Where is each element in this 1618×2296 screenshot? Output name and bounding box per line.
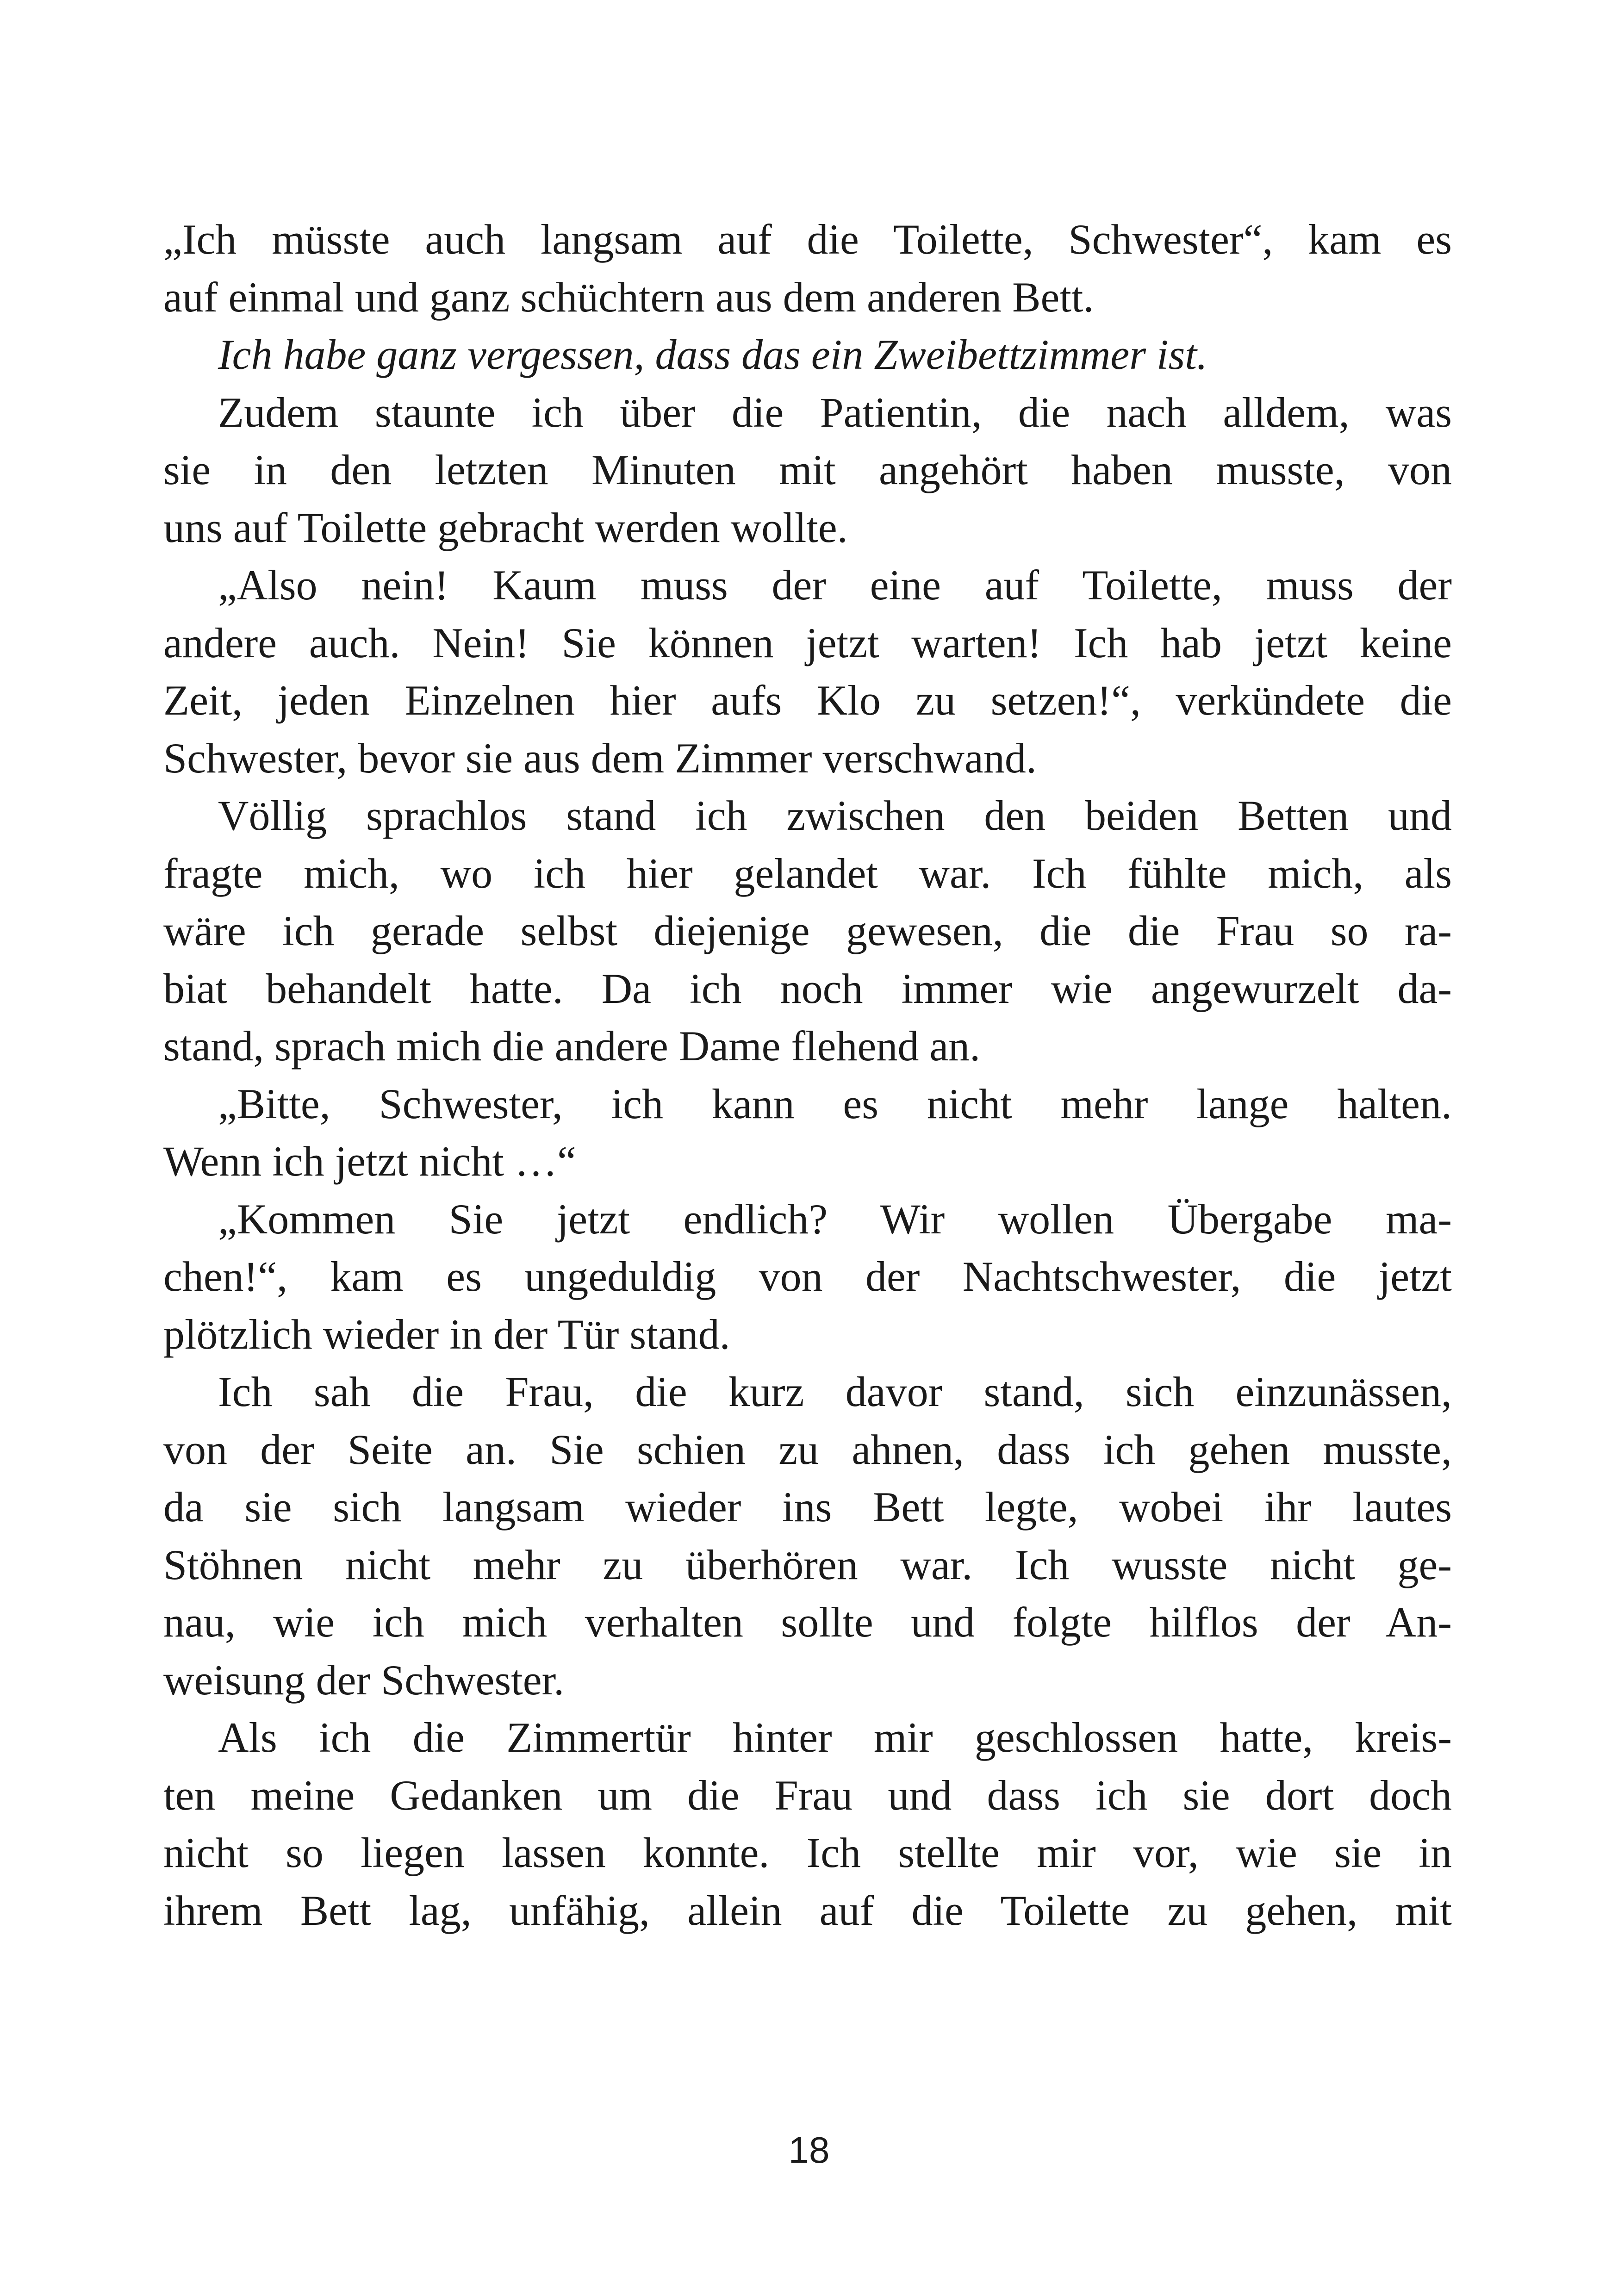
text-line: Schwester, bevor sie aus dem Zimmer verschwand. bbox=[163, 734, 1037, 782]
text-line: da sie sich langsam wieder ins Bett legte, wobei ihr lautes bbox=[163, 1483, 1452, 1531]
text-line: Zeit, jeden Einzelnen hier aufs Klo zu setzen!“, verkündete die bbox=[163, 677, 1452, 724]
text-line: Ich sah die Frau, die kurz davor stand, sich einzunässen, bbox=[218, 1368, 1452, 1415]
text-line: ten meine Gedanken um die Frau und dass ich sie dort doch bbox=[163, 1771, 1452, 1819]
text-line: plötzlich wieder in der Tür stand. bbox=[163, 1310, 730, 1358]
body-text bbox=[163, 211, 1452, 1939]
text-line: fragte mich, wo ich hier gelandet war. Ich fühlte mich, als bbox=[163, 849, 1452, 897]
text-line: uns auf Toilette gebracht werden wollte. bbox=[163, 504, 848, 551]
text-line: Völlig sprachlos stand ich zwischen den beiden Betten und bbox=[218, 792, 1452, 839]
text-line: andere auch. Nein! Sie können jetzt warten! Ich hab jetzt keine bbox=[163, 619, 1452, 666]
text-line: von der Seite an. Sie schien zu ahnen, dass ich gehen musste, bbox=[163, 1425, 1452, 1473]
text-line: weisung der Schwester. bbox=[163, 1656, 565, 1704]
text-line: Wenn ich jetzt nicht …“ bbox=[163, 1138, 576, 1185]
text-line: „Kommen Sie jetzt endlich? Wir wollen Übergabe ma- bbox=[218, 1195, 1452, 1243]
text-line: chen!“, kam es ungeduldig von der Nachtschwester, die jetzt bbox=[163, 1253, 1452, 1300]
text-line: nau, wie ich mich verhalten sollte und folgte hilflos der An- bbox=[163, 1599, 1452, 1646]
text-line: Zudem staunte ich über die Patientin, die nach alldem, was bbox=[218, 388, 1452, 436]
text-line: sie in den letzten Minuten mit angehört haben musste, von bbox=[163, 446, 1452, 493]
text-line: biat behandelt hatte. Da ich noch immer wie angewurzelt da- bbox=[163, 964, 1452, 1012]
text-line: nicht so liegen lassen konnte. Ich stellte mir vor, wie sie in bbox=[163, 1829, 1452, 1876]
text-line: auf einmal und ganz schüchtern aus dem anderen Bett. bbox=[163, 273, 1094, 321]
text-line: „Also nein! Kaum muss der eine auf Toilette, muss der bbox=[218, 561, 1452, 609]
text-line: ihrem Bett lag, unfähig, allein auf die Toilette zu gehen, mit bbox=[163, 1886, 1452, 1934]
text-line: „Bitte, Schwester, ich kann es nicht mehr lange halten. bbox=[218, 1080, 1452, 1127]
text-line: „Ich müsste auch langsam auf die Toilette, Schwester“, kam es bbox=[163, 216, 1452, 263]
text-line: Ich habe ganz vergessen, dass das ein Zweibettzimmer ist. bbox=[218, 331, 1207, 378]
page-number: 18 bbox=[788, 2129, 830, 2171]
text-line: stand, sprach mich die andere Dame flehend an. bbox=[163, 1022, 981, 1070]
text-line: wäre ich gerade selbst diejenige gewesen, die die Frau so ra- bbox=[163, 907, 1452, 954]
text-line: Als ich die Zimmertür hinter mir geschlossen hatte, kreis- bbox=[218, 1714, 1452, 1761]
text-line: Stöhnen nicht mehr zu überhören war. Ich wusste nicht ge- bbox=[163, 1541, 1452, 1588]
